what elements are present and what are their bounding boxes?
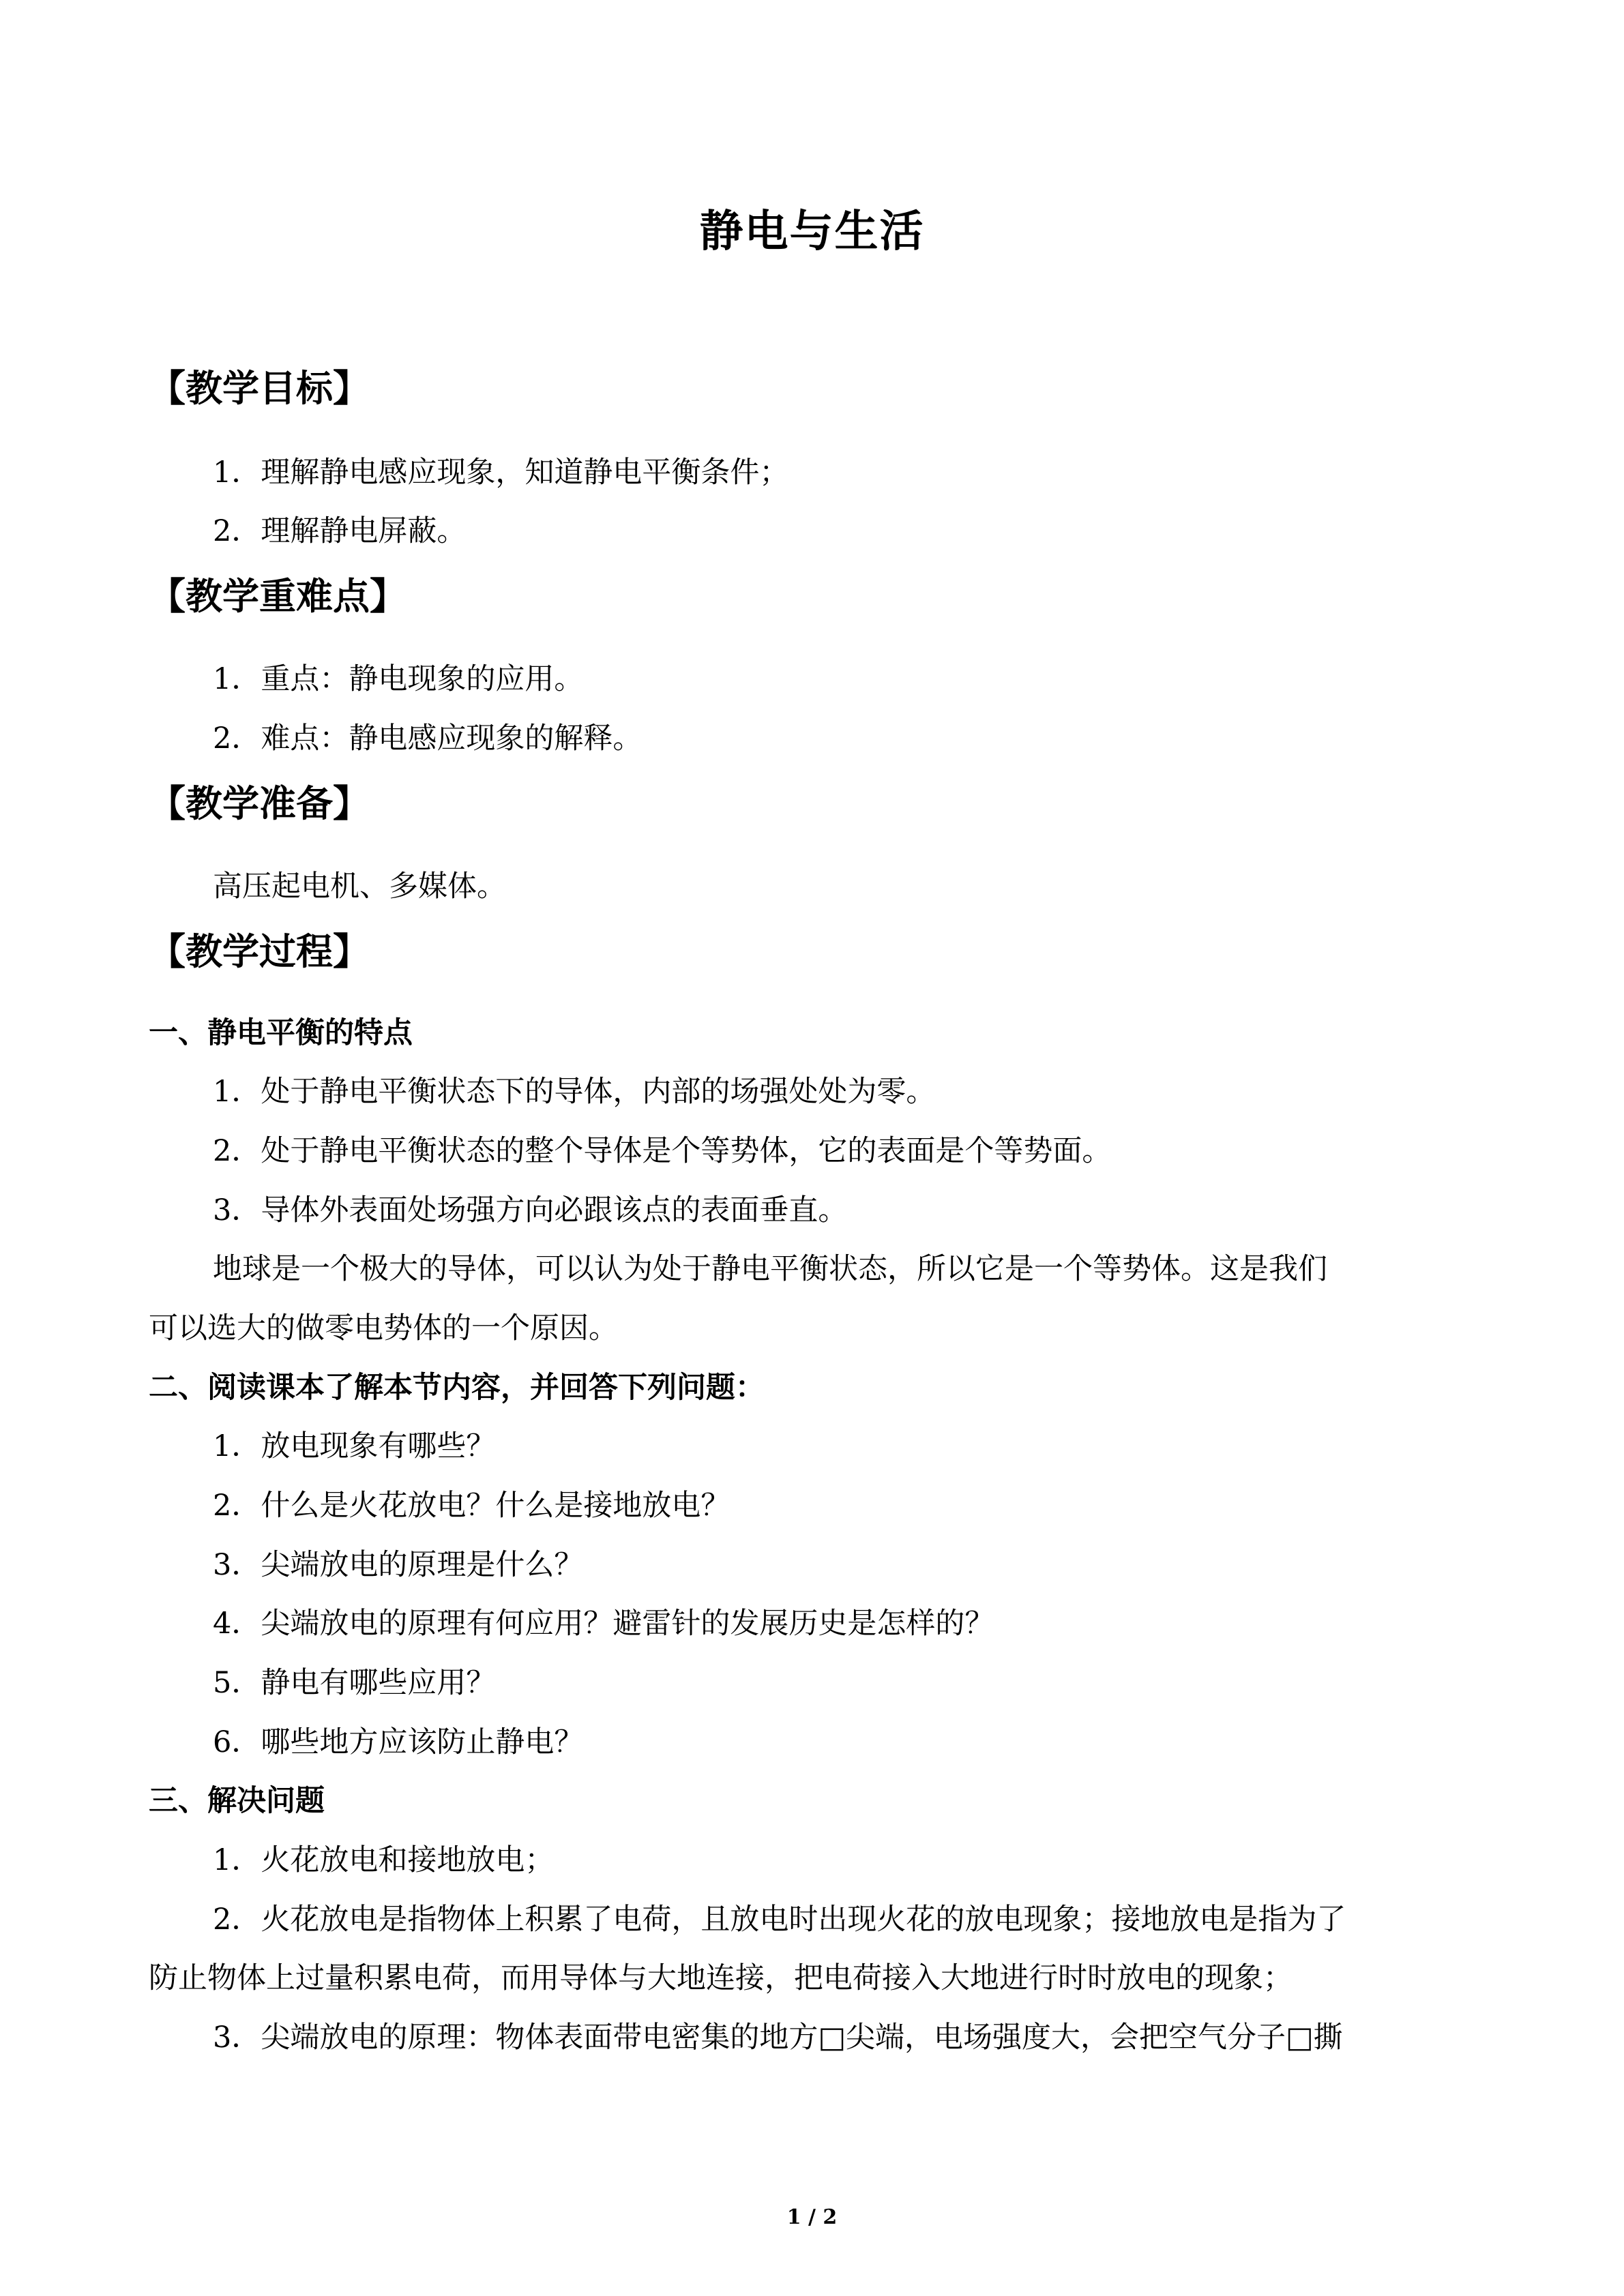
- section-heading-process: 【教学过程】: [149, 930, 370, 973]
- part2-item-6: 6．哪些地方应该防止静电？: [213, 1725, 584, 1759]
- process-part3-heading: 三、解决问题: [149, 1784, 325, 1818]
- part1-paragraph-line-1: 地球是一个极大的导体，可以认为处于静电平衡状态，所以它是一个等势体。这是我们: [213, 1252, 1327, 1286]
- page-number: 1 / 2: [786, 2205, 838, 2229]
- part3-item-3-line-1: 3．尖端放电的原理：物体表面带电密集的地方□尖端，电场强度大，会把空气分子□撕: [213, 2021, 1343, 2055]
- part2-item-2: 2．什么是火花放电？什么是接地放电？: [213, 1489, 730, 1523]
- preparation-text: 高压起电机、多媒体。: [213, 869, 506, 904]
- part2-item-3: 3．尖端放电的原理是什么？: [213, 1548, 584, 1582]
- goal-item-1: 1．理解静电感应现象，知道静电平衡条件；: [213, 456, 789, 490]
- process-part1-heading: 一、静电平衡的特点: [149, 1016, 413, 1050]
- goal-item-2: 2．理解静电屏蔽。: [213, 514, 467, 548]
- part1-paragraph-line-2: 可以选大的做零电势体的一个原因。: [149, 1311, 618, 1345]
- section-heading-goals: 【教学目标】: [149, 367, 370, 410]
- document-title: 静电与生活: [699, 207, 925, 257]
- part3-item-1: 1．火花放电和接地放电；: [213, 1843, 555, 1877]
- key-point-item-2: 2．难点：静电感应现象的解释。: [213, 721, 643, 756]
- key-point-item-1: 1．重点：静电现象的应用。: [213, 662, 584, 696]
- part1-item-2: 2．处于静电平衡状态的整个导体是个等势体，它的表面是个等势面。: [213, 1134, 1112, 1168]
- part1-item-3: 3．导体外表面处场强方向必跟该点的表面垂直。: [213, 1193, 848, 1227]
- part2-item-5: 5．静电有哪些应用？: [213, 1666, 496, 1700]
- section-heading-preparation: 【教学准备】: [149, 782, 370, 825]
- part3-item-2-line-1: 2．火花放电是指物体上积累了电荷，且放电时出现火花的放电现象；接地放电是指为了: [213, 1903, 1346, 1937]
- process-part2-heading: 二、阅读课本了解本节内容，并回答下列问题：: [149, 1371, 765, 1405]
- part3-item-2-line-2: 防止物体上过量积累电荷，而用导体与大地连接，把电荷接入大地进行时时放电的现象；: [149, 1961, 1293, 1995]
- part1-item-1: 1．处于静电平衡状态下的导体，内部的场强处处为零。: [213, 1075, 936, 1109]
- part2-item-4: 4．尖端放电的原理有何应用？避雷针的发展历史是怎样的？: [213, 1607, 994, 1641]
- part2-item-1: 1．放电现象有哪些？: [213, 1429, 496, 1463]
- section-heading-key-points: 【教学重难点】: [149, 575, 407, 618]
